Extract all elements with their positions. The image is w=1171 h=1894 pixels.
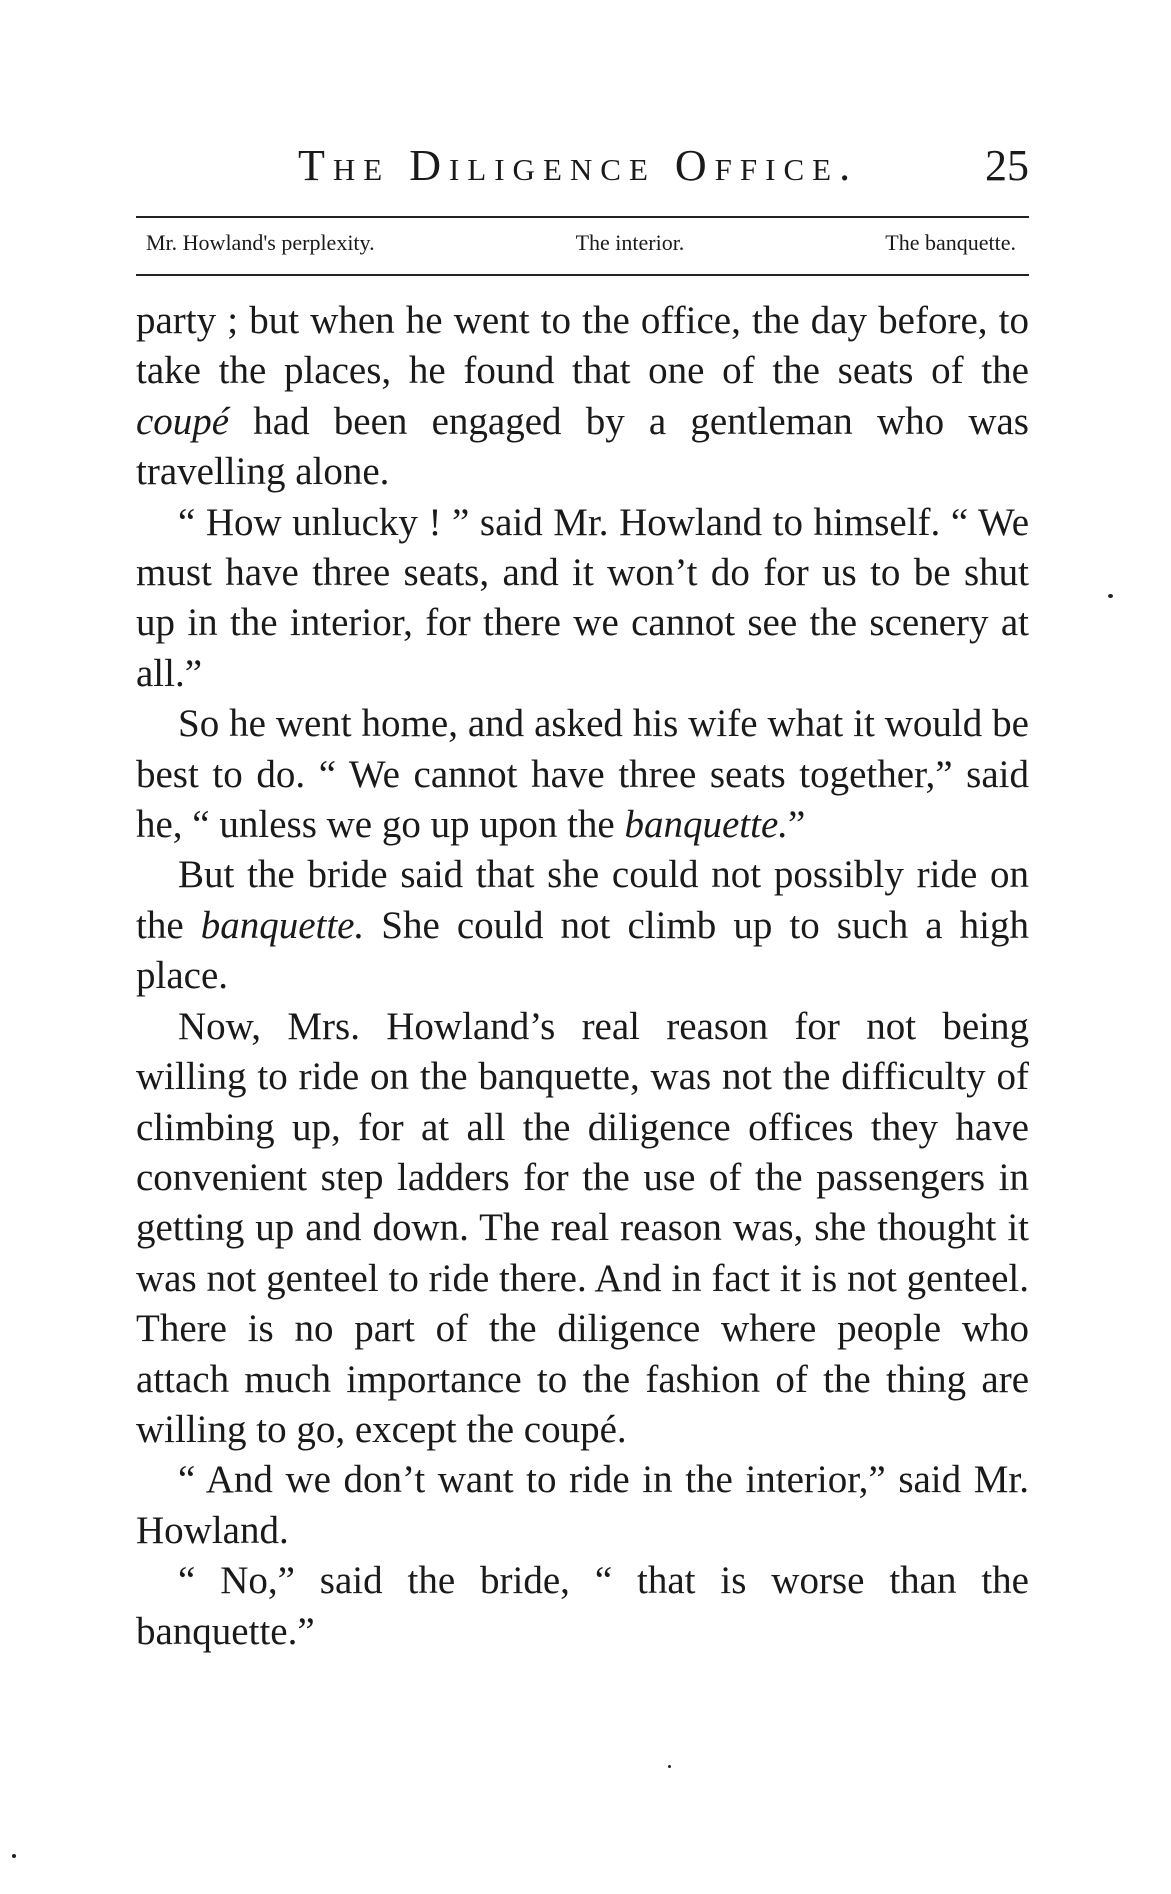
paragraph (136, 850, 1029, 1001)
text-run: She could not climb up to such a high place. (136, 903, 1029, 998)
paragraph: “ No,” said the bride, “ that is worse than the banquette.” (136, 1559, 1029, 1653)
header-rule-bottom (136, 274, 1029, 276)
body-text (136, 296, 1029, 1657)
paragraph (136, 296, 1029, 498)
running-title: The Diligence Office. (298, 141, 859, 190)
italic-word: banquette. (624, 803, 789, 847)
topic-heading: The banquette. (885, 230, 1016, 255)
text-run: had been engaged by a gentleman who was travelling alone. (136, 399, 1029, 494)
text-run: So he went home, and asked his wife what it would be best to do. “ We cannot have three seats together,” said he, “ unless we go up upon the (136, 702, 1029, 847)
italic-word: coupé (136, 399, 230, 443)
ink-speck (1108, 594, 1113, 598)
paragraph: “ How unlucky ! ” said Mr. Howland to himself. “ We must have three seats, and it won’t do for us to be shut up in the interior, for there we cannot see the scenery at all.” (136, 500, 1029, 695)
running-head (136, 136, 1029, 196)
italic-word: banquette. (200, 903, 365, 947)
topic-heading: Mr. Howland's perplexity. (146, 230, 375, 255)
text-run: ” (788, 803, 806, 847)
text-run: But the bride said that she could not possibly ride on the (136, 853, 1029, 947)
ink-speck (668, 1765, 671, 1768)
ink-speck (12, 1854, 16, 1858)
paragraph: Now, Mrs. Howland’s real reason for not being willing to ride on the banquette, was not the difficulty of climbing up, for at all the diligence offices they have convenient step ladders for the use of the passengers in getting up and down. The real reason was, she thought it was not genteel to ride there. And in fact it is not genteel. There is no part of the diligence where people who attach much importance to the fashion of the thing are willing to go, except the coupé. (136, 1004, 1029, 1451)
paragraph (136, 699, 1029, 850)
paragraph: “ And we don’t want to ride in the interior,” said Mr. Howland. (136, 1458, 1029, 1552)
topic-headings (146, 228, 1016, 258)
page-number: 25 (985, 141, 1029, 190)
topic-heading: The interior. (575, 230, 685, 255)
header-rule-top (136, 216, 1029, 218)
text-run: party ; but when he went to the office, the day before, to take the places, he found that one of the seats of the (136, 299, 1029, 393)
